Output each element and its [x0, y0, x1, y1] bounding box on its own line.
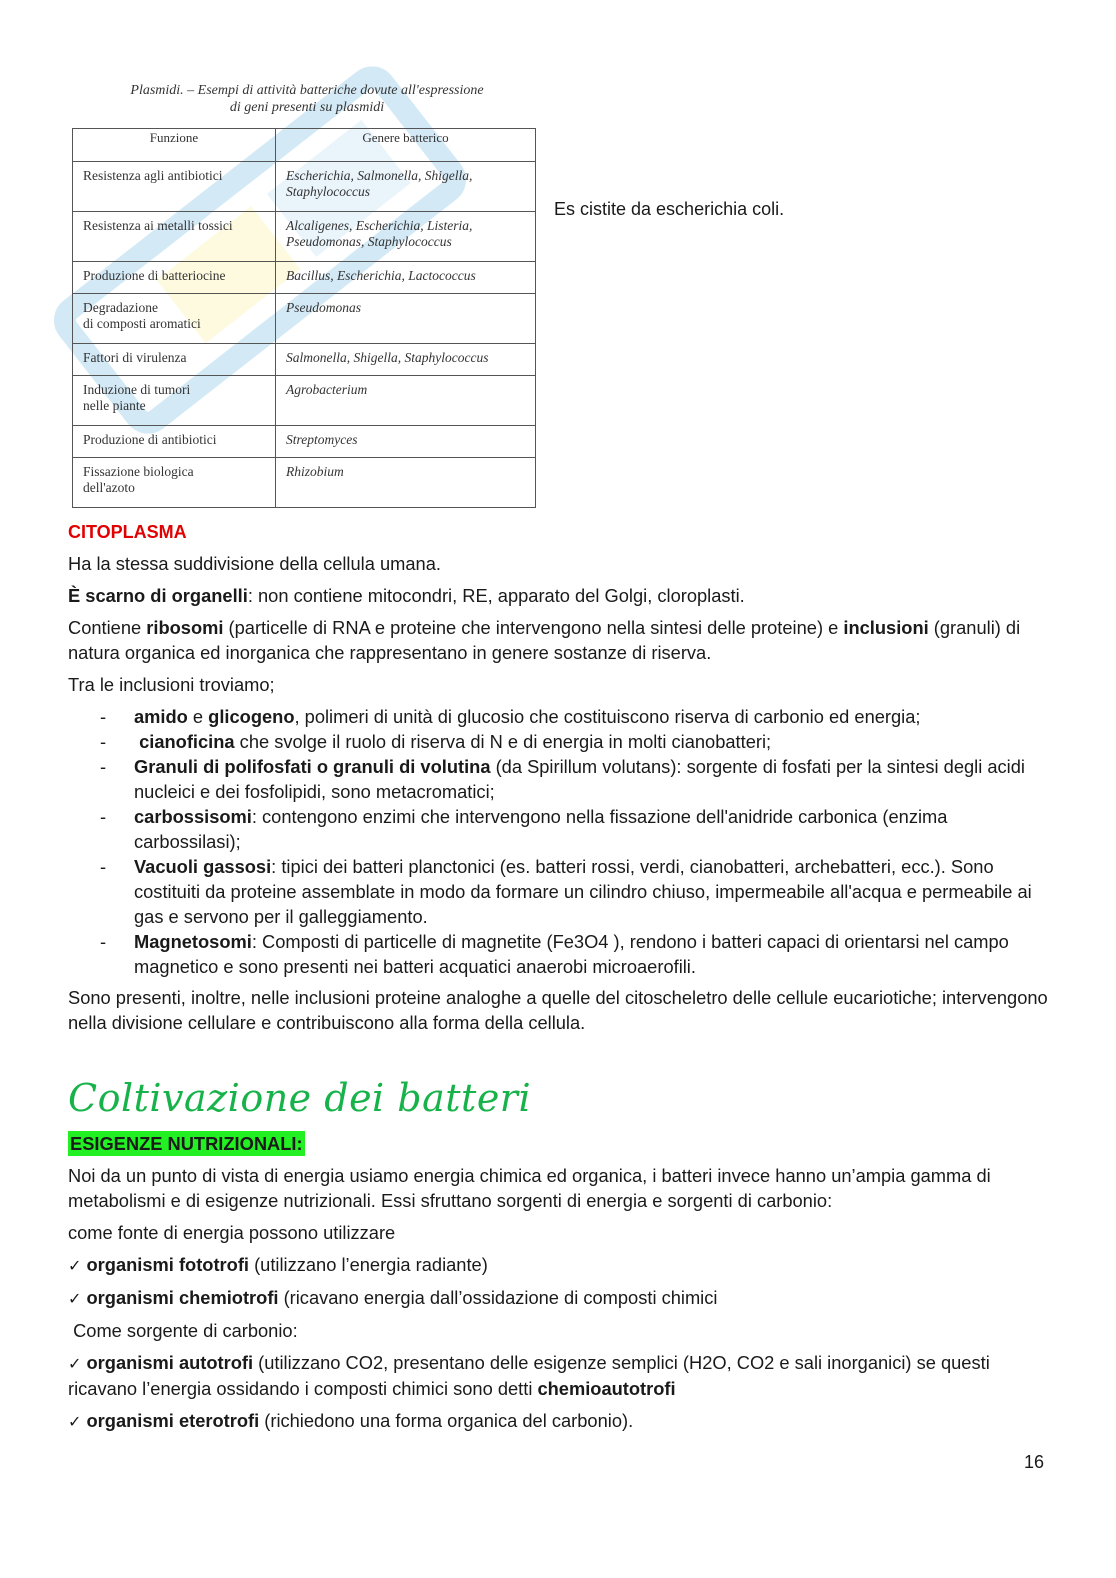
list-item: - carbossisomi: contengono enzimi che intervengono nella fissazione dell'anidride carbonica (enzima carbossilasi);	[100, 806, 948, 852]
paragraph: Noi da un punto di vista di energia usiamo energia chimica ed organica, i batteri invece hanno un’ampia gamma di metabolismi e di esigenze nutrizionali. Essi sfruttano sorgenti di energia e sorgenti di carbonio:	[68, 1165, 991, 1211]
paragraph: Sono presenti, inoltre, nelle inclusioni proteine analoghe a quelle del citoscheletro delle cellule eucariotiche; intervengono nella divisione cellulare e contribuiscono alla forma della cellula.	[68, 987, 1048, 1033]
table-row	[73, 262, 536, 294]
check-item: ✓ organismi autotrofi (utilizzano CO2, presentano delle esigenze semplici (H2O, CO2 e sali inorganici) se questi ricavano l’energia ossidando i composti chimici sono detti chemioautotrofi	[68, 1352, 990, 1399]
check-item: ✓ organismi eterotrofi (richiedono una forma organica del carbonio).	[68, 1410, 634, 1431]
cell-funzione: Fissazione biologica dell'azoto	[73, 458, 276, 508]
check-icon: ✓	[68, 1289, 82, 1308]
paragraph: Ha la stessa suddivisione della cellula umana.	[68, 553, 441, 574]
list-item: - Vacuoli gassosi: tipici dei batteri planctonici (es. batteri rossi, verdi, cianobatteri, archebatteri, ecc.). Sono costituiti da proteine assemblate in modo da formare un cilindro chiuso, impermeabile all'acqua e permeabile ai gas e servono per il galleggiamento.	[100, 856, 1032, 927]
cell-genere: Alcaligenes, Escherichia, Listeria, Pseudomonas, Staphylococcus	[276, 212, 536, 262]
cell-funzione: Induzione di tumori nelle piante	[73, 376, 276, 426]
list-item: - Granuli di polifosfati o granuli di volutina (da Spirillum volutans): sorgente di fosfati per la sintesi degli acidi nucleici e dei fosfolipidi, sono metacromatici;	[100, 756, 1025, 802]
check-item: ✓ organismi chemiotrofi (ricavano energia dall’ossidazione di composti chimici	[68, 1287, 718, 1308]
cell-genere: Agrobacterium	[276, 376, 536, 426]
cell-funzione: Resistenza ai metalli tossici	[73, 212, 276, 262]
cell-funzione: Produzione di antibiotici	[73, 426, 276, 458]
list-item: - amido e glicogeno, polimeri di unità di glucosio che costituiscono riserva di carbonio ed energia;	[100, 706, 921, 727]
cell-funzione: Degradazione di composti aromatici	[73, 294, 276, 344]
column-header-funzione: Funzione	[73, 129, 276, 162]
list-item: - cianoficina che svolge il ruolo di riserva di N e di energia in molti cianobatteri;	[100, 731, 772, 752]
cell-genere: Pseudomonas	[276, 294, 536, 344]
paragraph: come fonte di energia possono utilizzare	[68, 1222, 396, 1243]
cell-genere: Streptomyces	[276, 426, 536, 458]
cell-funzione: Fattori di virulenza	[73, 344, 276, 376]
list-item: - Magnetosomi: Composti di particelle di magnetite (Fe3O4 ), rendono i batteri capaci di orientarsi nel campo magnetico e sono presenti nei batteri acquatici anaerobi microaerofili.	[100, 931, 1009, 977]
section-heading-citoplasma: CITOPLASMA	[68, 522, 187, 542]
table-row	[73, 294, 536, 344]
paragraph: Come sorgente di carbonio:	[68, 1320, 298, 1341]
plasmid-figure	[72, 82, 536, 508]
side-note: Es cistite da escherichia coli.	[554, 199, 785, 219]
paragraph: È scarno di organelli: non contiene mitocondri, RE, apparato del Golgi, cloroplasti.	[68, 585, 745, 606]
cell-funzione: Produzione di batteriocine	[73, 262, 276, 294]
table-row	[73, 458, 536, 508]
main-content	[68, 520, 1048, 1441]
table-row	[73, 376, 536, 426]
inclusions-list	[68, 704, 1048, 979]
check-icon: ✓	[68, 1354, 82, 1373]
table-row	[73, 162, 536, 212]
check-icon: ✓	[68, 1412, 82, 1431]
paragraph: Tra le inclusioni troviamo;	[68, 674, 275, 695]
cell-genere: Bacillus, Escherichia, Lactococcus	[276, 262, 536, 294]
figure-caption: Plasmidi. – Esempi di attività batteriche dovute all'espressione di geni presenti su plasmidi	[130, 83, 484, 115]
cell-genere: Escherichia, Salmonella, Shigella, Staphylococcus	[276, 162, 536, 212]
paragraph: Contiene ribosomi (particelle di RNA e proteine che intervengono nella sintesi delle proteine) e inclusioni (granuli) di natura organica ed inorganica che rappresentano in genere sostanze di riserva.	[68, 617, 1021, 663]
column-header-genere: Genere batterico	[276, 129, 536, 162]
plasmid-table	[72, 128, 536, 508]
table-header-row	[73, 129, 536, 162]
check-item: ✓ organismi fototrofi (utilizzano l’energia radiante)	[68, 1254, 488, 1275]
cell-genere: Salmonella, Shigella, Staphylococcus	[276, 344, 536, 376]
page-number: 16	[1023, 1452, 1044, 1472]
cell-genere: Rhizobium	[276, 458, 536, 508]
check-icon: ✓	[68, 1256, 82, 1275]
table-row	[73, 426, 536, 458]
cell-funzione: Resistenza agli antibiotici	[73, 162, 276, 212]
subheading-esigenze: ESIGENZE NUTRIZIONALI:	[70, 1133, 303, 1154]
table-row	[73, 344, 536, 376]
table-row	[73, 212, 536, 262]
section-title-coltivazione: Coltivazione dei batteri	[68, 1076, 532, 1120]
